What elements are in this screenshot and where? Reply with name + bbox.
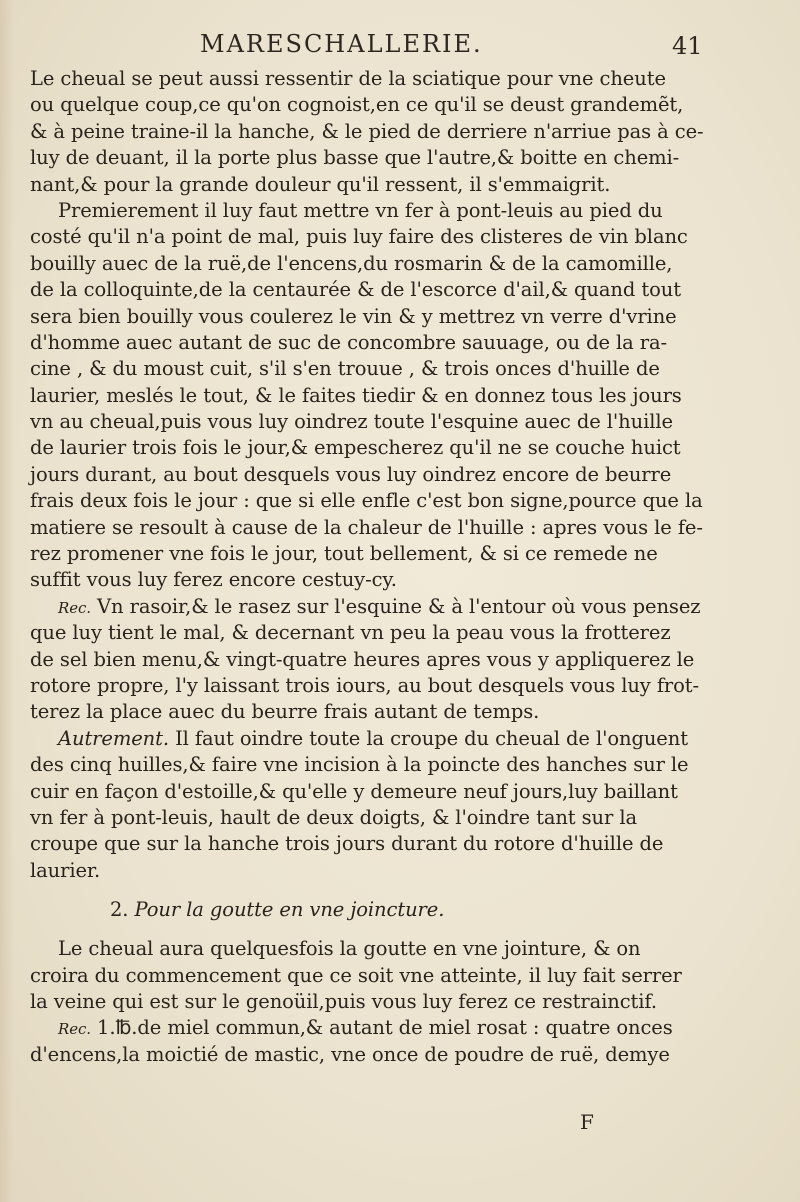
text-line: vn au cheual,puis vous luy oindrez toute l'esquine auec de l'huille xyxy=(30,410,673,434)
text-line: bouilly auec de la ruë,de l'encens,du rosmarin & de la camomille, xyxy=(30,251,673,275)
text-line: croira du commencement que ce soit vne atteinte, il luy fait serrer xyxy=(30,963,682,987)
text-line: matiere se resoult à cause de la chaleur de l'huille : apres vous le fe- xyxy=(30,515,703,539)
recipe-label: Rec. xyxy=(58,1020,91,1039)
body-text xyxy=(30,66,702,1068)
text-line xyxy=(30,726,702,752)
text-line: vn fer à pont-leuis, hault de deux doigts, & l'oindre tant sur la xyxy=(30,805,637,829)
signature-mark: F xyxy=(580,1110,594,1134)
page-number: 41 xyxy=(672,32,703,60)
text-line: des cinq huilles,& faire vne incision à la poincte des hanches sur le xyxy=(30,753,689,777)
alternative-text: Il faut oindre toute la croupe du cheual de l'onguent xyxy=(168,726,688,750)
text-line: laurier, meslés le tout, & le faites tiedir & en donnez tous les jours xyxy=(30,383,682,407)
paragraph-sciatica xyxy=(30,66,702,198)
text-line: de laurier trois fois le jour,& empescherez qu'il ne se couche huict xyxy=(30,436,681,460)
text-line: rez promener vne fois le jour, tout bellement, & si ce remede ne xyxy=(30,542,658,566)
text-line: croupe que sur la hanche trois jours durant du rotore d'huille de xyxy=(30,832,664,856)
text-line: rotore propre, l'y laissant trois iours, au bout desquels vous luy frot- xyxy=(30,673,700,697)
text-line: sera bien bouilly vous coulerez le vin & y mettrez vn verre d'vrine xyxy=(30,304,677,328)
section-number: 2. xyxy=(110,898,129,922)
text-line: & à peine traine-il la hanche, & le pied de derriere n'arriue pas à ce- xyxy=(30,119,704,143)
paragraph-autrement xyxy=(30,726,702,884)
paragraph-goutte xyxy=(30,936,702,1015)
text-line: cine , & du moust cuit, s'il s'en trouue , & trois onces d'huille de xyxy=(30,357,660,381)
text-line: luy de deuant, il la porte plus basse que l'autre,& boitte en chemi- xyxy=(30,146,680,170)
text-line: ou quelque coup,ce qu'on cognoist,en ce qu'il se deust grandemẽt, xyxy=(30,93,684,117)
text-line: jours durant, au bout desquels vous luy oindrez encore de beurre xyxy=(30,462,672,486)
text-line: de sel bien menu,& vingt-quatre heures apres vous y appliquerez le xyxy=(30,647,695,671)
text-line: d'encens,la moictié de mastic, vne once de poudre de ruë, demye xyxy=(30,1042,670,1066)
alternative-label: Autrement. xyxy=(58,726,169,750)
recipe-text: Vn rasoir,& le rasez sur l'esquine & à l'entour où vous pensez xyxy=(90,594,701,618)
text-line xyxy=(30,1015,702,1041)
recipe-text: 1.℔.de miel commun,& autant de miel rosat : quatre onces xyxy=(90,1016,673,1040)
page-edge-shadow xyxy=(0,0,14,1202)
text-line: que luy tient le mal, & decernant vn peu la peau vous la frotterez xyxy=(30,621,671,645)
text-line: Le cheual aura quelquesfois la goutte en vne jointure, & on xyxy=(58,937,641,961)
running-title: MARESCHALLERIE. xyxy=(200,30,483,58)
text-line: terez la place auec du beurre frais autant de temps. xyxy=(30,700,540,724)
paragraph-recipe-razor xyxy=(30,594,702,726)
text-line: frais deux fois le jour : que si elle enfle c'est bon signe,pource que la xyxy=(30,489,703,513)
recipe-label: Rec. xyxy=(58,598,91,617)
text-line: costé qu'il n'a point de mal, puis luy faire des clisteres de vin blanc xyxy=(30,225,688,249)
paragraph-treatment xyxy=(30,198,702,594)
text-line: laurier. xyxy=(30,858,101,882)
text-line: cuir en façon d'estoille,& qu'elle y demeure neuf jours,luy baillant xyxy=(30,779,678,803)
text-line: d'homme auec autant de suc de concombre sauuage, ou de la ra- xyxy=(30,330,668,354)
text-line: la veine qui est sur le genoüil,puis vous luy ferez ce restrainctif. xyxy=(30,989,657,1013)
page-header xyxy=(0,30,800,70)
text-line: de la colloquinte,de la centaurée & de l'escorce d'ail,& quand tout xyxy=(30,278,681,302)
section-title: Pour la goutte en vne joincture. xyxy=(134,898,445,922)
text-line: Premierement il luy faut mettre vn fer à pont-leuis au pied du xyxy=(58,198,663,222)
text-line xyxy=(30,594,702,620)
text-line: Le cheual se peut aussi ressentir de la sciatique pour vne cheute xyxy=(30,67,666,90)
paragraph-recipe-miel xyxy=(30,1015,702,1068)
text-line: suffit vous luy ferez encore cestuy-cy. xyxy=(30,568,397,592)
section-heading xyxy=(30,884,702,936)
text-line: nant,& pour la grande douleur qu'il ressent, il s'emmaigrit. xyxy=(30,172,611,196)
